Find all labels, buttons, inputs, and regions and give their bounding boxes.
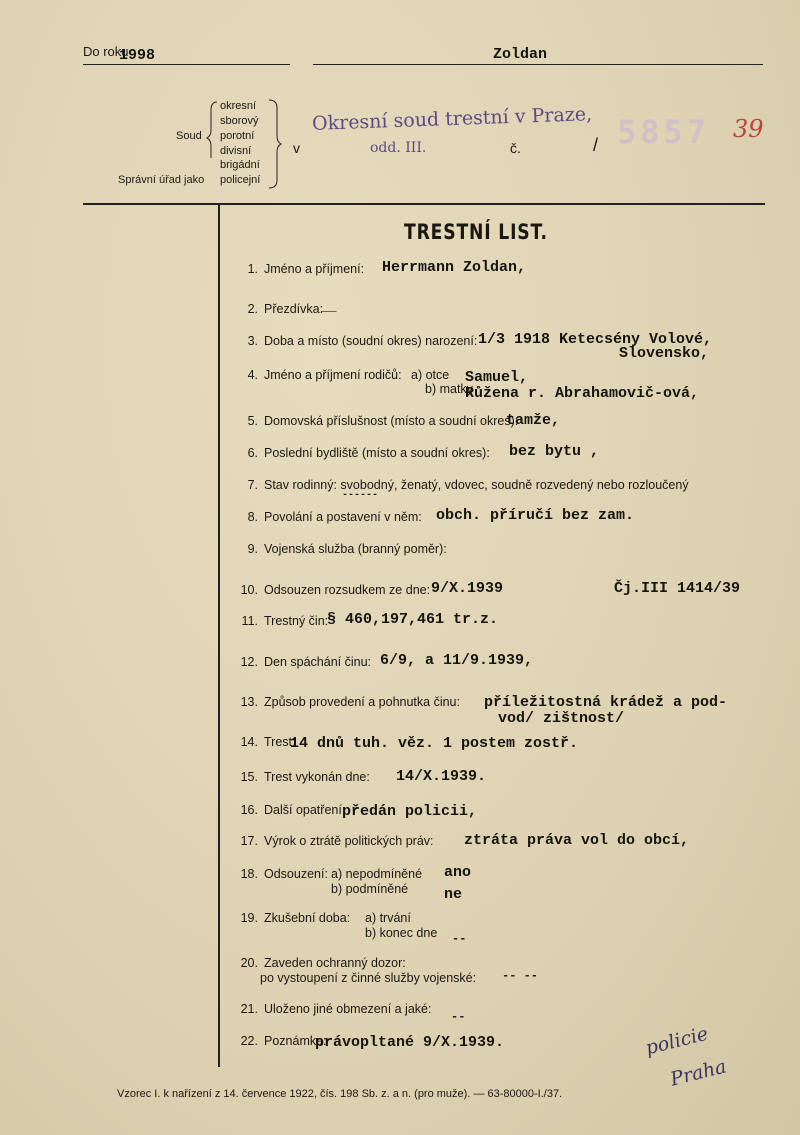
court-type-brigadni: brigádní xyxy=(220,159,260,171)
do-roku-line xyxy=(83,64,290,65)
row-7-label: 7. Stav rodinný: svobodný, ženatý, vdovec, soudně rozvedený nebo rozloučený xyxy=(247,478,689,492)
row-11-label: 11. Trestný čin: xyxy=(241,614,329,628)
row-18-label: 18. Odsouzení: xyxy=(240,867,328,881)
person-name-header: Zoldan xyxy=(493,46,548,63)
row-4-label: 4. Jméno a příjmení rodičů: xyxy=(247,368,402,382)
row-2-value: __ xyxy=(321,299,337,314)
row-8-label: 8. Povolání a postavení v něm: xyxy=(247,510,422,524)
row-5-value: tamže, xyxy=(506,412,561,429)
row-10-value: 9/X.1939 xyxy=(431,580,504,597)
row-7-value: ------ xyxy=(342,490,379,501)
dept-stamp: odd. III. xyxy=(370,140,427,156)
row-21-label: 21. Uloženo jiné obmezení a jaké: xyxy=(240,1002,432,1016)
court-stamp: Okresní soud trestní v Praze, xyxy=(311,103,593,135)
do-roku-label: Do roku xyxy=(83,44,129,59)
slash: / xyxy=(593,135,599,155)
row-20-label-b: po vystoupení z činné služby vojenské: xyxy=(260,971,477,985)
handwritten-note-line-1: policie xyxy=(643,1022,711,1060)
row-4-label-a: a) otce xyxy=(411,368,450,382)
row-13-value: příležitostná krádež a pod- xyxy=(484,694,728,711)
row-1-value: Herrmann Zoldan, xyxy=(382,259,527,276)
header-divider xyxy=(83,203,765,205)
row-18-value: ano xyxy=(444,864,472,881)
row-16-value: předán policii, xyxy=(342,803,478,820)
row-9-label: 9. Vojenská služba (branný poměr): xyxy=(247,542,447,556)
left-margin-rule xyxy=(218,203,220,1067)
row-10-reference: Čj.III 1414/39 xyxy=(614,580,741,597)
row-6-label: 6. Poslední bydliště (místo a soudní okres): xyxy=(247,446,490,460)
name-line xyxy=(313,64,763,65)
row-19-label-a: a) trvání xyxy=(365,911,411,925)
row-17-value: ztráta práva vol do obcí, xyxy=(464,832,690,849)
row-4-value-2: Růžena r. Abrahamovič-ová, xyxy=(465,385,700,402)
row-19-label-b: b) konec dne xyxy=(365,926,438,940)
row-17-label: 17. Výrok o ztrátě politických práv: xyxy=(240,834,434,848)
row-6-value: bez bytu , xyxy=(509,443,600,460)
file-number-stamp: 5857 xyxy=(617,113,711,151)
row-5-label: 5. Domovská příslušnost (místo a soudní okres): xyxy=(247,414,519,428)
court-type-okresni: okresní xyxy=(220,100,257,112)
row-13-label: 13. Způsob provedení a pohnutka činu: xyxy=(240,695,460,709)
row-19-label: 19. Zkušební doba: xyxy=(240,911,351,925)
row-1-label: 1. Jméno a příjmení: xyxy=(247,262,365,276)
row-12-value: 6/9, a 11/9.1939, xyxy=(380,652,534,669)
row-4-label-b: b) matky xyxy=(425,382,473,396)
court-type-divisni: divisní xyxy=(220,145,252,157)
court-type-porotni: porotní xyxy=(220,130,255,142)
row-15-value: 14/X.1939. xyxy=(396,768,487,785)
row-10-label: 10. Odsouzen rozsudkem ze dne: xyxy=(240,583,431,597)
row-15-label: 15. Trest vykonán dne: xyxy=(240,770,370,784)
row-22-value: právopltané 9/X.1939. xyxy=(315,1034,505,1051)
row-4-value: Samuel, xyxy=(465,369,529,386)
row-18-value-2: ne xyxy=(444,886,463,903)
row-20-label: 20. Zaveden ochranný dozor: xyxy=(240,956,406,970)
do-roku-value: 1998 xyxy=(119,47,156,64)
row-21-value: -- xyxy=(451,1010,466,1024)
urad-label: Správní úřad jako xyxy=(118,174,205,186)
row-20-value: -- -- xyxy=(502,969,539,983)
form-footer: Vzorec I. k nařízení z 14. července 1922, čís. 198 Sb. z. a n. (pro muže). — 63-80000-I./37. xyxy=(117,1088,563,1100)
soud-label: Soud xyxy=(176,130,202,142)
file-number-hand: 39 xyxy=(733,115,764,143)
court-type-sborovy: sborový xyxy=(220,115,259,127)
row-8-value: obch. příručí bez zam. xyxy=(436,507,635,524)
row-13-value-2: vod/ zištnost/ xyxy=(498,710,625,727)
c-label: č. xyxy=(510,140,521,156)
row-18-label-b: b) podmíněné xyxy=(331,882,409,896)
row-11-value: § 460,197,461 tr.z. xyxy=(327,611,499,628)
row-18-label-a: a) nepodmíněné xyxy=(331,867,423,881)
court-type-policejni: policejní xyxy=(220,174,261,186)
row-16-label: 16. Další opatření: xyxy=(240,803,346,817)
v-label: v xyxy=(293,140,300,156)
row-14-label: 14. Trest: xyxy=(240,735,296,749)
row-3-value: 1/3 1918 Ketecsény Volové, xyxy=(478,331,713,348)
court-bracket-icon xyxy=(205,98,285,190)
row-19-value: -- xyxy=(452,932,467,946)
document-title: TRESTNÍ LIST. xyxy=(404,220,548,244)
row-22-label: 22. Poznámka: xyxy=(240,1034,327,1048)
row-12-label: 12. Den spáchání činu: xyxy=(240,655,372,669)
row-14-value: 14 dnů tuh. věz. 1 postem zostř. xyxy=(290,735,579,752)
row-3-label: 3. Doba a místo (soudní okres) narození: xyxy=(247,334,478,348)
row-2-label: 2. Přezdívka: xyxy=(247,302,324,316)
row-3-value-2: Slovensko, xyxy=(619,345,710,362)
handwritten-note-line-2: Praha xyxy=(668,1055,729,1091)
